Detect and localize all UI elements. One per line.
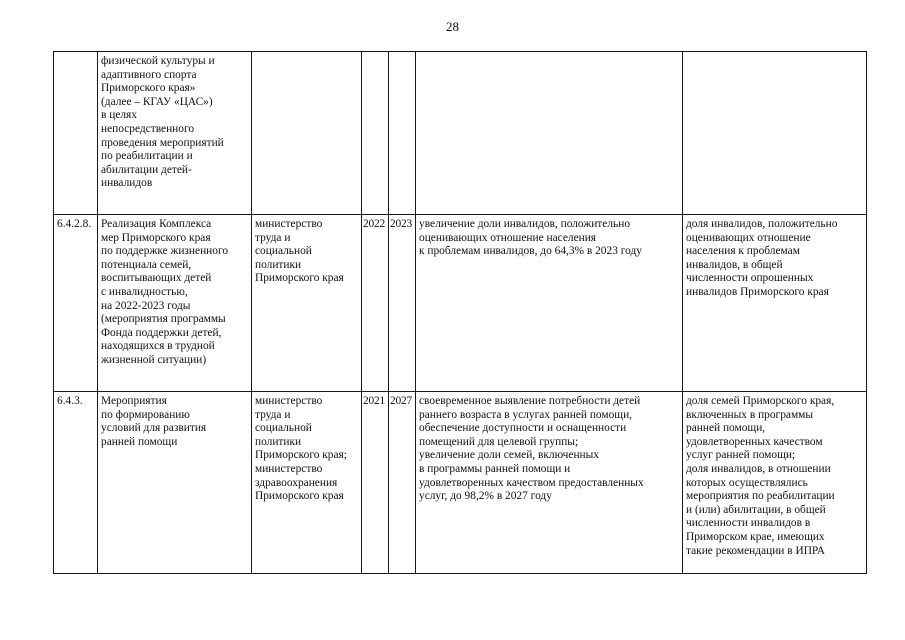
expected-result-cell bbox=[416, 52, 683, 215]
year-end-cell bbox=[389, 52, 416, 215]
measure-name-cell: Мероприятия по формированию условий для развития ранней помощи bbox=[98, 392, 252, 574]
expected-result-cell: своевременное выявление потребности детей раннего возраста в услугах ранней помощи, обеспечение доступности и оснащенности помещений для целевой группы; увеличение доли семей, включенных в программы ранней помощи и удовлетворенных качеством предоставленных услуг, до 98,2% в 2027 году bbox=[416, 392, 683, 574]
indicator-cell bbox=[683, 52, 867, 215]
page-number: 28 bbox=[446, 19, 459, 34]
measure-name-cell: физической культуры и адаптивного спорта Приморского края» (далее – КГАУ «ЦАС») в целях непосредственного проведения мероприятий по реабилитации и абилитации детей- инвалидов bbox=[98, 52, 252, 215]
row-number-cell: 6.4.3. bbox=[54, 392, 98, 574]
table-row bbox=[54, 392, 867, 574]
year-end-cell: 2027 bbox=[389, 392, 416, 574]
executor-cell: министерство труда и социальной политики Приморского края bbox=[252, 215, 362, 392]
expected-result-cell: увеличение доли инвалидов, положительно оценивающих отношение населения к проблемам инвалидов, до 64,3% в 2023 году bbox=[416, 215, 683, 392]
measures-table bbox=[53, 51, 867, 574]
table-row bbox=[54, 52, 867, 215]
year-end-cell: 2023 bbox=[389, 215, 416, 392]
year-start-cell bbox=[362, 52, 389, 215]
table-row bbox=[54, 215, 867, 392]
row-number-cell bbox=[54, 52, 98, 215]
year-start-cell: 2022 bbox=[362, 215, 389, 392]
executor-cell: министерство труда и социальной политики Приморского края; министерство здравоохранения Приморского края bbox=[252, 392, 362, 574]
executor-cell bbox=[252, 52, 362, 215]
indicator-cell: доля семей Приморского края, включенных в программы ранней помощи, удовлетворенных качеством услуг ранней помощи; доля инвалидов, в отношении которых осуществлялись мероприятия по реабилитации и (или) абилитации, в общей численности инвалидов в Приморском крае, имеющих такие рекомендации в ИПРА bbox=[683, 392, 867, 574]
year-start-cell: 2021 bbox=[362, 392, 389, 574]
indicator-cell: доля инвалидов, положительно оценивающих отношение населения к проблемам инвалидов, в общей численности опрошенных инвалидов Приморского края bbox=[683, 215, 867, 392]
measure-name-cell: Реализация Комплекса мер Приморского края по поддержке жизненного потенциала семей, воспитывающих детей с инвалидностью, на 2022-2023 годы (мероприятия программы Фонда поддержки детей, находящихся в трудной жизненной ситуации) bbox=[98, 215, 252, 392]
row-number-cell: 6.4.2.8. bbox=[54, 215, 98, 392]
